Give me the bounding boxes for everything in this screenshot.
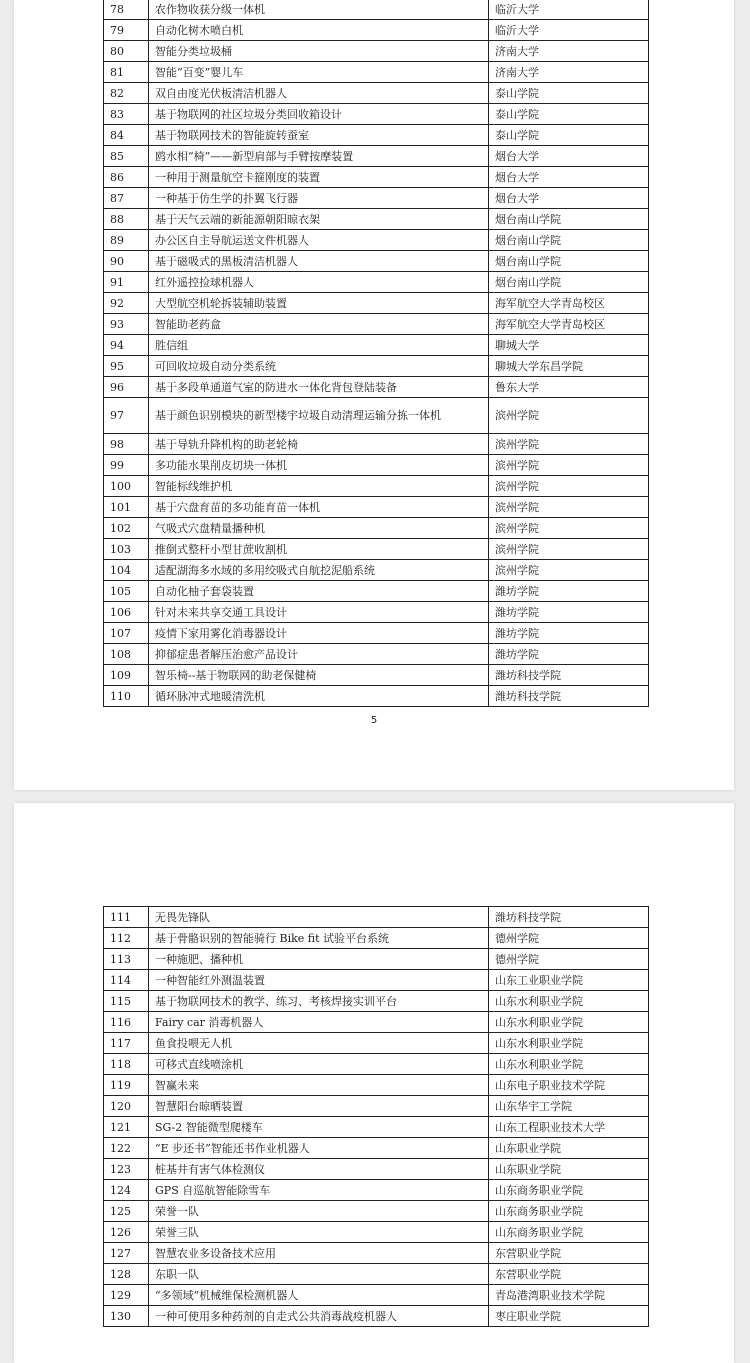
table-row <box>104 1138 649 1159</box>
row-number-cell: 116 <box>104 1012 149 1033</box>
institution-cell: 聊城大学东昌学院 <box>489 356 649 377</box>
project-name-cell: SG-2 智能微型爬楼车 <box>149 1117 489 1138</box>
row-number-cell: 130 <box>104 1306 149 1327</box>
table-row <box>104 335 649 356</box>
institution-cell: 海军航空大学青岛校区 <box>489 293 649 314</box>
row-number-cell: 119 <box>104 1075 149 1096</box>
row-number-cell: 91 <box>104 272 149 293</box>
document-page-1 <box>14 0 734 790</box>
row-number-cell: 103 <box>104 539 149 560</box>
table-row <box>104 949 649 970</box>
institution-cell: 山东职业学院 <box>489 1159 649 1180</box>
table-row <box>104 1033 649 1054</box>
institution-cell: 潍坊学院 <box>489 602 649 623</box>
row-number-cell: 112 <box>104 928 149 949</box>
row-number-cell: 111 <box>104 907 149 928</box>
institution-cell: 滨州学院 <box>489 434 649 455</box>
project-name-cell: 可回收垃圾自动分类系统 <box>149 356 489 377</box>
project-name-cell: 自动化树木喷白机 <box>149 20 489 41</box>
row-number-cell: 127 <box>104 1243 149 1264</box>
institution-cell: 潍坊学院 <box>489 623 649 644</box>
row-number-cell: 104 <box>104 560 149 581</box>
table-row <box>104 991 649 1012</box>
institution-cell: 山东水利职业学院 <box>489 1012 649 1033</box>
table-row <box>104 104 649 125</box>
table-row <box>104 1096 649 1117</box>
table-row <box>104 1201 649 1222</box>
project-table-page-2 <box>103 906 649 1327</box>
project-name-cell: 多功能水果削皮切块一体机 <box>149 455 489 476</box>
institution-cell: 烟台南山学院 <box>489 251 649 272</box>
institution-cell: 滨州学院 <box>489 539 649 560</box>
project-name-cell: 基于多段单通道气室的防进水一体化背包登陆装备 <box>149 377 489 398</box>
project-name-cell: 一种可使用多种药剂的自走式公共消毒战疫机器人 <box>149 1306 489 1327</box>
table-row <box>104 0 649 20</box>
row-number-cell: 115 <box>104 991 149 1012</box>
institution-cell: 临沂大学 <box>489 0 649 20</box>
table-row <box>104 314 649 335</box>
project-name-cell: 基于天气云端的新能源朝阳晾衣架 <box>149 209 489 230</box>
table-row <box>104 356 649 377</box>
institution-cell: 临沂大学 <box>489 20 649 41</box>
table-row <box>104 83 649 104</box>
row-number-cell: 88 <box>104 209 149 230</box>
row-number-cell: 123 <box>104 1159 149 1180</box>
project-name-cell: 智能助老药盒 <box>149 314 489 335</box>
table-row <box>104 251 649 272</box>
table-row <box>104 1243 649 1264</box>
project-name-cell: 荣誉一队 <box>149 1201 489 1222</box>
row-number-cell: 126 <box>104 1222 149 1243</box>
institution-cell: 山东工业职业学院 <box>489 970 649 991</box>
row-number-cell: 117 <box>104 1033 149 1054</box>
institution-cell: 潍坊科技学院 <box>489 686 649 707</box>
institution-cell: 潍坊学院 <box>489 644 649 665</box>
row-number-cell: 89 <box>104 230 149 251</box>
row-number-cell: 125 <box>104 1201 149 1222</box>
row-number-cell: 121 <box>104 1117 149 1138</box>
institution-cell: 山东水利职业学院 <box>489 1054 649 1075</box>
table-row <box>104 272 649 293</box>
institution-cell: 潍坊科技学院 <box>489 907 649 928</box>
row-number-cell: 80 <box>104 41 149 62</box>
project-name-cell: 智能分类垃圾桶 <box>149 41 489 62</box>
project-name-cell: 鸥水相“椅”——新型肩部与手臂按摩装置 <box>149 146 489 167</box>
table-row <box>104 209 649 230</box>
table-row <box>104 581 649 602</box>
row-number-cell: 110 <box>104 686 149 707</box>
row-number-cell: 109 <box>104 665 149 686</box>
institution-cell: 东营职业学院 <box>489 1264 649 1285</box>
institution-cell: 山东商务职业学院 <box>489 1180 649 1201</box>
row-number-cell: 120 <box>104 1096 149 1117</box>
row-number-cell: 83 <box>104 104 149 125</box>
project-name-cell: 基于物联网技术的智能旋转蚕室 <box>149 125 489 146</box>
project-name-cell: 智慧阳台晾晒装置 <box>149 1096 489 1117</box>
row-number-cell: 124 <box>104 1180 149 1201</box>
row-number-cell: 87 <box>104 188 149 209</box>
project-table-page-1 <box>103 0 649 707</box>
row-number-cell: 78 <box>104 0 149 20</box>
project-name-cell: 推倒式整杆小型甘蔗收割机 <box>149 539 489 560</box>
table-row <box>104 518 649 539</box>
table-row <box>104 167 649 188</box>
institution-cell: 滨州学院 <box>489 476 649 497</box>
project-name-cell: 鱼食投喂无人机 <box>149 1033 489 1054</box>
project-name-cell: 红外遥控捡球机器人 <box>149 272 489 293</box>
row-number-cell: 97 <box>104 398 149 434</box>
row-number-cell: 101 <box>104 497 149 518</box>
table-row <box>104 1180 649 1201</box>
table-row <box>104 686 649 707</box>
row-number-cell: 114 <box>104 970 149 991</box>
table-row <box>104 539 649 560</box>
project-name-cell: 针对未来共享交通工具设计 <box>149 602 489 623</box>
institution-cell: 烟台南山学院 <box>489 209 649 230</box>
institution-cell: 滨州学院 <box>489 560 649 581</box>
institution-cell: 德州学院 <box>489 949 649 970</box>
institution-cell: 鲁东大学 <box>489 377 649 398</box>
row-number-cell: 106 <box>104 602 149 623</box>
row-number-cell: 93 <box>104 314 149 335</box>
table-row <box>104 1075 649 1096</box>
project-name-cell: 疫情下家用雾化消毒器设计 <box>149 623 489 644</box>
table-row <box>104 623 649 644</box>
table-row <box>104 1159 649 1180</box>
project-name-cell: 适配湖海多水域的多用绞吸式自航挖泥船系统 <box>149 560 489 581</box>
row-number-cell: 107 <box>104 623 149 644</box>
project-name-cell: 胜信组 <box>149 335 489 356</box>
table-row <box>104 1306 649 1327</box>
table-row <box>104 1054 649 1075</box>
table-row <box>104 476 649 497</box>
institution-cell: 济南大学 <box>489 41 649 62</box>
project-name-cell: 基于物联网技术的教学、练习、考核焊接实训平台 <box>149 991 489 1012</box>
project-name-cell: 基于骨骼识别的智能骑行 Bike fit 试验平台系统 <box>149 928 489 949</box>
project-name-cell: GPS 自巡航智能除雪车 <box>149 1180 489 1201</box>
row-number-cell: 81 <box>104 62 149 83</box>
project-name-cell: 一种智能红外测温装置 <box>149 970 489 991</box>
row-number-cell: 105 <box>104 581 149 602</box>
row-number-cell: 122 <box>104 1138 149 1159</box>
table-row <box>104 1264 649 1285</box>
project-name-cell: 一种用于测量航空卡箍刚度的装置 <box>149 167 489 188</box>
project-name-cell: 智能“百变”婴儿车 <box>149 62 489 83</box>
table-row <box>104 125 649 146</box>
institution-cell: 滨州学院 <box>489 455 649 476</box>
institution-cell: 山东电子职业技术学院 <box>489 1075 649 1096</box>
document-page-2 <box>14 803 734 1363</box>
row-number-cell: 128 <box>104 1264 149 1285</box>
table-row <box>104 1285 649 1306</box>
institution-cell: 滨州学院 <box>489 497 649 518</box>
table-row <box>104 665 649 686</box>
table-row <box>104 644 649 665</box>
institution-cell: 山东工程职业技术大学 <box>489 1117 649 1138</box>
project-name-cell: 一种基于仿生学的扑翼飞行器 <box>149 188 489 209</box>
row-number-cell: 92 <box>104 293 149 314</box>
project-name-cell: 基于导轨升降机构的助老轮椅 <box>149 434 489 455</box>
institution-cell: 潍坊学院 <box>489 581 649 602</box>
institution-cell: 海军航空大学青岛校区 <box>489 314 649 335</box>
institution-cell: 枣庄职业学院 <box>489 1306 649 1327</box>
institution-cell: 烟台大学 <box>489 188 649 209</box>
row-number-cell: 95 <box>104 356 149 377</box>
table-row <box>104 434 649 455</box>
institution-cell: 烟台南山学院 <box>489 272 649 293</box>
institution-cell: 聊城大学 <box>489 335 649 356</box>
table-row <box>104 293 649 314</box>
project-name-cell: “E 步还书”智能还书作业机器人 <box>149 1138 489 1159</box>
institution-cell: 滨州学院 <box>489 518 649 539</box>
institution-cell: 烟台大学 <box>489 146 649 167</box>
row-number-cell: 102 <box>104 518 149 539</box>
project-name-cell: 循环脉冲式地暖清洗机 <box>149 686 489 707</box>
table-row <box>104 455 649 476</box>
institution-cell: 青岛港湾职业技术学院 <box>489 1285 649 1306</box>
row-number-cell: 118 <box>104 1054 149 1075</box>
project-name-cell: 智慧农业多设备技术应用 <box>149 1243 489 1264</box>
table-row <box>104 146 649 167</box>
row-number-cell: 99 <box>104 455 149 476</box>
table-row <box>104 1222 649 1243</box>
row-number-cell: 129 <box>104 1285 149 1306</box>
table-row <box>104 20 649 41</box>
row-number-cell: 100 <box>104 476 149 497</box>
table-row <box>104 928 649 949</box>
project-name-cell: “多领域”机械维保检测机器人 <box>149 1285 489 1306</box>
institution-cell: 山东商务职业学院 <box>489 1222 649 1243</box>
row-number-cell: 86 <box>104 167 149 188</box>
row-number-cell: 113 <box>104 949 149 970</box>
institution-cell: 山东商务职业学院 <box>489 1201 649 1222</box>
row-number-cell: 85 <box>104 146 149 167</box>
institution-cell: 泰山学院 <box>489 125 649 146</box>
table-row <box>104 230 649 251</box>
row-number-cell: 79 <box>104 20 149 41</box>
project-name-cell: 抑郁症患者解压治愈产品设计 <box>149 644 489 665</box>
project-name-cell: 东职一队 <box>149 1264 489 1285</box>
project-name-cell: Fairy car 消毒机器人 <box>149 1012 489 1033</box>
institution-cell: 济南大学 <box>489 62 649 83</box>
table-row <box>104 398 649 434</box>
row-number-cell: 90 <box>104 251 149 272</box>
project-name-cell: 农作物收获分级一体机 <box>149 0 489 20</box>
project-name-cell: 无畏先锋队 <box>149 907 489 928</box>
table-row <box>104 377 649 398</box>
institution-cell: 山东水利职业学院 <box>489 1033 649 1054</box>
table-row <box>104 41 649 62</box>
project-name-cell: 基于磁吸式的黑板清洁机器人 <box>149 251 489 272</box>
project-name-cell: 双自由度光伏板清洁机器人 <box>149 83 489 104</box>
institution-cell: 烟台大学 <box>489 167 649 188</box>
project-name-cell: 自动化柚子套袋装置 <box>149 581 489 602</box>
table-row <box>104 907 649 928</box>
project-name-cell: 办公区自主导航运送文件机器人 <box>149 230 489 251</box>
institution-cell: 山东华宇工学院 <box>489 1096 649 1117</box>
project-name-cell: 气吸式穴盘精量播种机 <box>149 518 489 539</box>
institution-cell: 泰山学院 <box>489 104 649 125</box>
row-number-cell: 84 <box>104 125 149 146</box>
row-number-cell: 98 <box>104 434 149 455</box>
row-number-cell: 108 <box>104 644 149 665</box>
row-number-cell: 82 <box>104 83 149 104</box>
institution-cell: 泰山学院 <box>489 83 649 104</box>
table-row <box>104 970 649 991</box>
institution-cell: 山东水利职业学院 <box>489 991 649 1012</box>
project-name-cell: 智乐椅--基于物联网的助老保健椅 <box>149 665 489 686</box>
project-name-cell: 大型航空机轮拆装辅助装置 <box>149 293 489 314</box>
project-name-cell: 基于颜色识别模块的新型楼宇垃圾自动清理运输分拣一体机 <box>149 398 489 434</box>
table-row <box>104 1012 649 1033</box>
project-name-cell: 基于物联网的社区垃圾分类回收箱设计 <box>149 104 489 125</box>
institution-cell: 滨州学院 <box>489 398 649 434</box>
row-number-cell: 94 <box>104 335 149 356</box>
table-row <box>104 1117 649 1138</box>
institution-cell: 东营职业学院 <box>489 1243 649 1264</box>
row-number-cell: 96 <box>104 377 149 398</box>
table-row <box>104 188 649 209</box>
project-name-cell: 一种施肥、播种机 <box>149 949 489 970</box>
institution-cell: 德州学院 <box>489 928 649 949</box>
project-name-cell: 桩基井有害气体检测仪 <box>149 1159 489 1180</box>
project-name-cell: 智赢未来 <box>149 1075 489 1096</box>
project-name-cell: 基于穴盘育苗的多功能育苗一体机 <box>149 497 489 518</box>
table-row <box>104 560 649 581</box>
institution-cell: 山东职业学院 <box>489 1138 649 1159</box>
institution-cell: 潍坊科技学院 <box>489 665 649 686</box>
table-row <box>104 602 649 623</box>
table-row <box>104 497 649 518</box>
project-name-cell: 智能标线维护机 <box>149 476 489 497</box>
project-name-cell: 可移式直线喷涂机 <box>149 1054 489 1075</box>
table-row <box>104 62 649 83</box>
institution-cell: 烟台南山学院 <box>489 230 649 251</box>
project-name-cell: 荣誉三队 <box>149 1222 489 1243</box>
page-number: 5 <box>370 715 378 726</box>
